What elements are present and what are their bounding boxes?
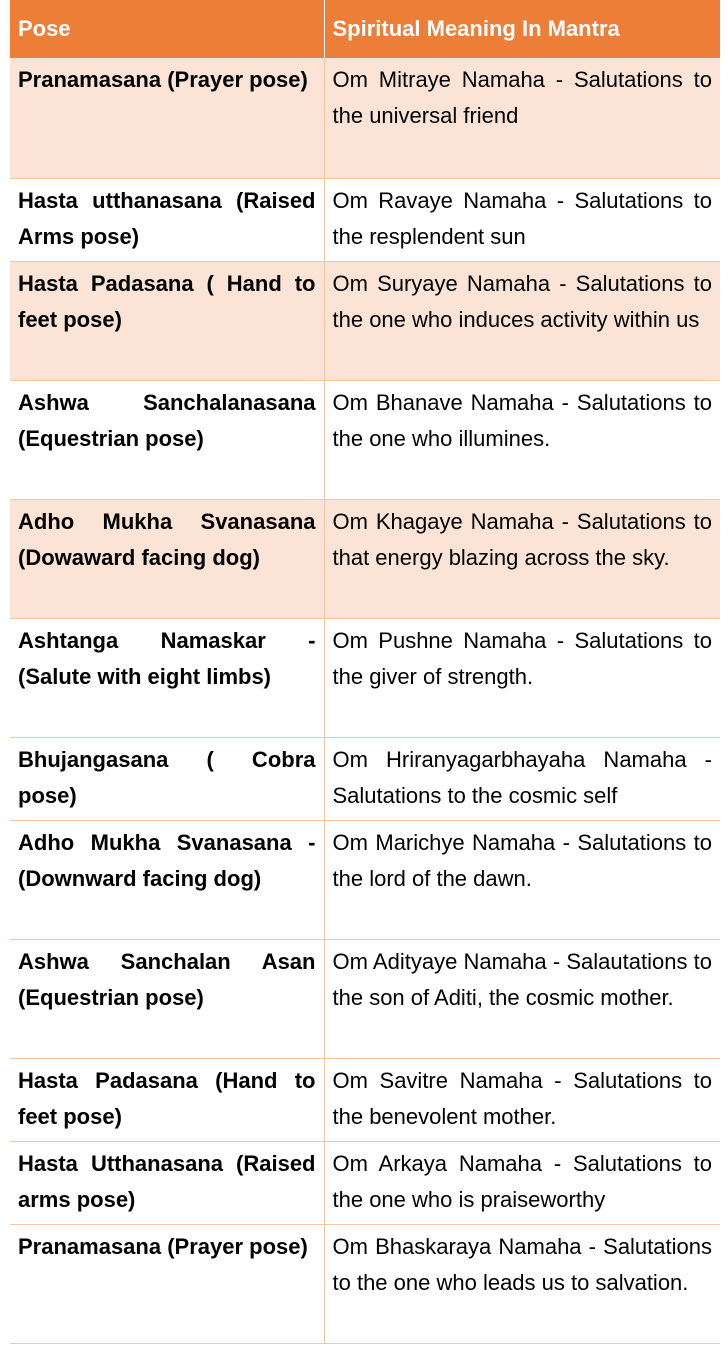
pose-cell: Hasta Utthanasana (Raised arms pose) — [10, 1141, 324, 1224]
header-row — [10, 0, 720, 58]
table-row — [10, 178, 720, 261]
pose-cell: Ashwa Sanchalanasana (Equestrian pose) — [10, 380, 324, 499]
table-row — [10, 58, 720, 178]
pose-cell: Pranamasana (Prayer pose) — [10, 58, 324, 178]
pose-cell: Hasta Padasana ( Hand to feet pose) — [10, 261, 324, 380]
meaning-cell: Om Bhanave Namaha - Salutations to the one who illumines. — [324, 380, 720, 499]
table-row — [10, 1058, 720, 1141]
meaning-cell: Om Marichye Namaha - Salutations to the lord of the dawn. — [324, 820, 720, 939]
meaning-cell: Om Khagaye Namaha - Salutations to that energy blazing across the sky. — [324, 499, 720, 618]
table-row — [10, 1224, 720, 1343]
table-row — [10, 261, 720, 380]
table-row — [10, 820, 720, 939]
meaning-cell: Om Suryaye Namaha - Salutations to the one who induces activity within us — [324, 261, 720, 380]
header-meaning: Spiritual Meaning In Mantra — [324, 0, 720, 58]
meaning-cell: Om Savitre Namaha - Salutations to the benevolent mother. — [324, 1058, 720, 1141]
pose-cell: Bhujangasana ( Cobra pose) — [10, 737, 324, 820]
pose-cell: Hasta utthanasana (Raised Arms pose) — [10, 178, 324, 261]
meaning-cell: Om Pushne Namaha - Salutations to the giver of strength. — [324, 618, 720, 737]
table-row — [10, 737, 720, 820]
meaning-cell: Om Ravaye Namaha - Salutations to the resplendent sun — [324, 178, 720, 261]
table-row — [10, 380, 720, 499]
pose-cell: Pranamasana (Prayer pose) — [10, 1224, 324, 1343]
meaning-cell: Om Mitraye Namaha - Salutations to the universal friend — [324, 58, 720, 178]
meaning-cell: Om Bhaskaraya Namaha - Salutations to the one who leads us to salvation. — [324, 1224, 720, 1343]
meaning-cell: Om Hriranyagarbhayaha Namaha - Salutations to the cosmic self — [324, 737, 720, 820]
pose-cell: Ashwa Sanchalan Asan (Equestrian pose) — [10, 939, 324, 1058]
pose-cell: Ashtanga Namaskar - (Salute with eight limbs) — [10, 618, 324, 737]
table-row — [10, 939, 720, 1058]
pose-cell: Adho Mukha Svanasana (Dowaward facing dog) — [10, 499, 324, 618]
header-pose: Pose — [10, 0, 324, 58]
sun-salutation-table — [10, 0, 721, 1344]
meaning-cell: Om Arkaya Namaha - Salutations to the one who is praiseworthy — [324, 1141, 720, 1224]
table-row — [10, 499, 720, 618]
table-row — [10, 618, 720, 737]
pose-cell: Hasta Padasana (Hand to feet pose) — [10, 1058, 324, 1141]
meaning-cell: Om Adityaye Namaha - Salautations to the son of Aditi, the cosmic mother. — [324, 939, 720, 1058]
table-row — [10, 1141, 720, 1224]
pose-cell: Adho Mukha Svanasana - (Downward facing dog) — [10, 820, 324, 939]
